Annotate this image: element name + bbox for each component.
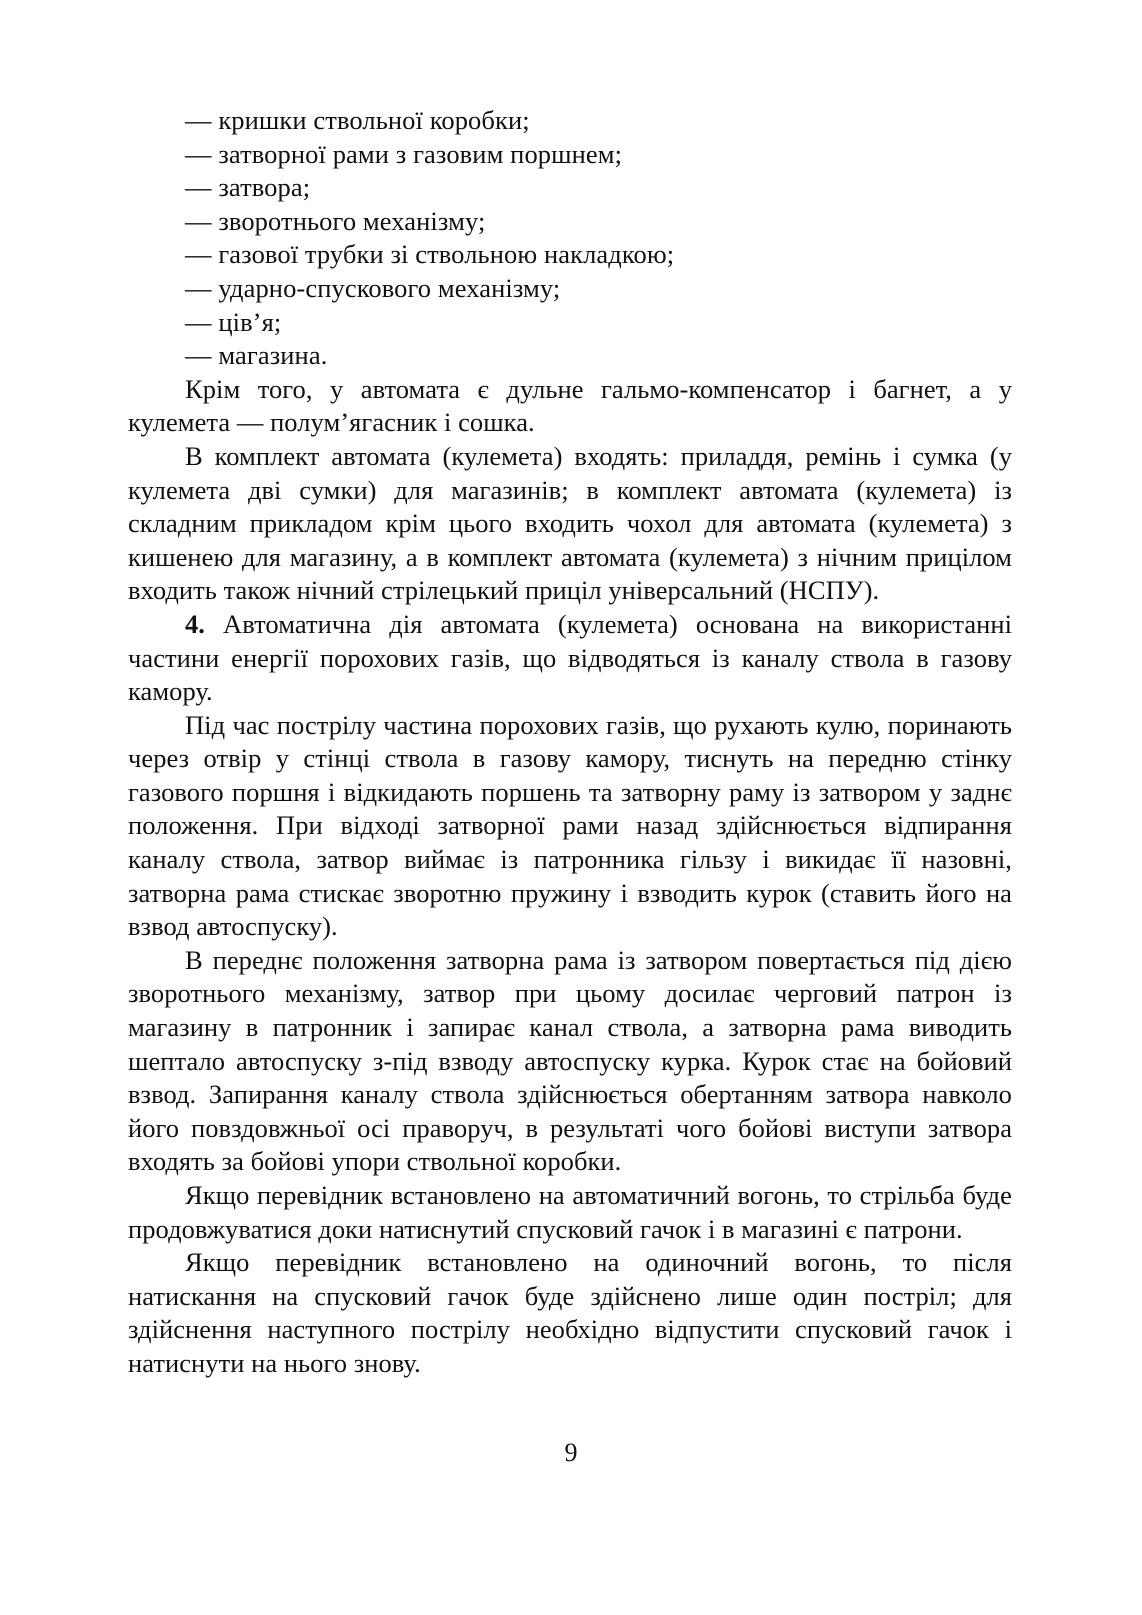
paragraph-text: Під час пострілу частина порохових газів, що рухають кулю, поринають через отвір у стінці ствола в газову камору, тиснуть на передню стінку газового поршня і відкидають поршень та затворну раму із затвором у заднє положення. При відході затворної рами назад здійснюється відпирання каналу ствола, затвор виймає із патронника гільзу і викидає її назовні, затворна рама стискає зворотню пружину і взводить курок (ставить його на взвод автоспуску). (128, 709, 1012, 942)
paragraph-single-fire (128, 1246, 1012, 1380)
paragraph-number: 4. (185, 608, 224, 639)
paragraph-during-shot (128, 709, 1012, 944)
list-item: — затворної рами з газовим поршнем; (185, 138, 623, 169)
paragraph-automatic-action (128, 608, 1012, 709)
paragraph-text: Крім того, у автомата є дульне гальмо-компенсатор і багнет, а у кулемета — полум’ягасник і сошка. (128, 373, 1012, 438)
list-item: — ударно-спускового механізму; (185, 272, 561, 303)
list-item: — ців’я; (185, 306, 282, 337)
page-number: 9 (564, 1438, 578, 1467)
paragraph-text: Автоматична дія автомата (кулемета) основана на використанні частини енергії порохових газів, що відводяться із каналу ствола в газову камору. (128, 608, 1013, 707)
paragraph-forward-position (128, 944, 1012, 1179)
paragraph-text: В комплект автомата (кулемета) входять: приладдя, ремінь і сумка (у кулемета дві сумки) для магазинів; в комплект автомата (кулемета) із складним прикладом крім цього входить чохол для автомата (кулемета) з кишенею для магазину, а в комплект автомата (кулемета) з нічним прицілом входить також нічний стрілецький приціл універсальний (НСПУ). (128, 440, 1012, 606)
page-text-block (128, 104, 1012, 1381)
list-item: — газової трубки зі ствольною накладкою; (185, 239, 675, 270)
paragraph-text: В переднє положення затворна рама із затвором повертається під дією зворотнього механізму, затвор при цьому досилає черговий патрон із магазину в патронник і запирає канал ствола, а затворна рама виводить шептало автоспуску з-під взводу автоспуску курка. Курок стає на бойовий взвод. Запирання каналу ствола здійснюється обертанням затвора навколо його повздовжньої осі праворуч, в результаті чого бойові виступи затвора входять за бойові упори ствольної коробки. (128, 944, 1012, 1177)
list-item: — зворотнього механізму; (185, 205, 486, 236)
paragraph-automatic-fire (128, 1179, 1012, 1246)
paragraph-kit-contents (128, 440, 1012, 608)
paragraph-text: Якщо перевідник встановлено на одиночний вогонь, то після натискання на спусковий гачок буде здійснено лише один постріл; для здійснення наступного пострілу необхідно відпустити спусковий гачок і натиснути на нього знову. (128, 1247, 1012, 1378)
paragraph-extra-parts (128, 373, 1012, 440)
components-list (128, 104, 1012, 373)
list-item: — затвора; (185, 172, 311, 203)
list-item: — магазина. (185, 340, 328, 371)
list-item: — кришки ствольної коробки; (185, 105, 530, 135)
paragraph-text: Якщо перевідник встановлено на автоматичний вогонь, то стрільба буде продовжуватися доки натиснутий спусковий гачок і в магазині є патрони. (128, 1180, 1012, 1244)
